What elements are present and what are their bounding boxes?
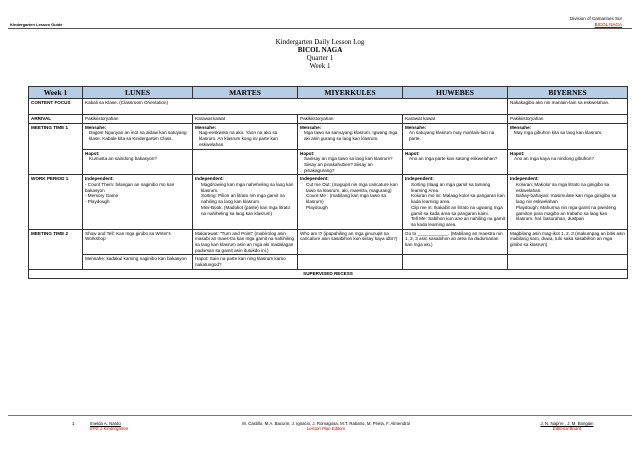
mt2-tue-msg: Hapot: Sain na parte kan ning klasrum kamo nakatungod? (193, 255, 298, 269)
meeting-time-1-question-row (29, 149, 628, 175)
row-label: CONTENT FOCUS (29, 99, 83, 115)
mt1-tue-q (193, 149, 298, 175)
footer-editors (196, 421, 456, 431)
list-item: • Count Me : (mabilang kan mga tawo sa klasrum) (306, 193, 400, 204)
wp1-tue (193, 175, 298, 229)
arrival-tue: Karawat kawat (193, 115, 298, 124)
wp1-thu (403, 175, 508, 229)
wp1-mon (83, 175, 193, 229)
school-name: BICOL NAGA (594, 22, 622, 27)
list-item: • Tell Me: Sabihon kun ano an nahiling na gamit sa kada learning area. (411, 216, 505, 227)
board-role: Editorial Board (552, 426, 582, 431)
hapot-text: Ano an mga kaya na nindong gibuhon? (514, 156, 594, 162)
hapot-text: Sairisay an mga tawo sa laog kan klasrum? Siisay an pinakahuben? Siisay an pinakagurang? (304, 156, 393, 173)
activity-list (195, 182, 295, 216)
mt1-wed-msg (298, 123, 403, 149)
row-label: MEETING TIME 2 (29, 229, 83, 269)
col-huwebes: HUWEBES (403, 87, 508, 99)
lesson-log-table (28, 86, 628, 279)
doc-subtitle: BICOL NAGA (297, 46, 343, 54)
author-name: Imelda A. Nardo (90, 421, 121, 426)
recess-row (29, 269, 628, 278)
hapot-text: Ano an mga parte kan satong eskwelahan? (409, 156, 498, 162)
list-item: - Memory Game (85, 193, 119, 199)
arrival-mon: Pakikiistoryahan (83, 115, 193, 124)
list-item: • Playdough: Mahurma nin mga gamit na pwedeng gamiton para magibo an trabaho sa laog kan klasrum. hal. basurahan, dustpan (516, 205, 625, 222)
independent-label: Independent: (85, 176, 114, 182)
mt2-thu: Go to ____________. (Mabilang an maestra nin 1, 2, 3 asin sasabihon an area na dudumanan kan mga aki.) (403, 229, 508, 255)
content-focus-mon-thu: Kabali sa Klase. (Classroom Orientation) (83, 99, 508, 115)
header-divider (8, 28, 632, 29)
wp1-wed (298, 175, 403, 229)
col-martes: MARTES (193, 87, 298, 99)
mt2-mon-msg: Mensahe: kadakul kaming naginibo kan bakasyon (83, 255, 193, 269)
mensahe-label: Mensahe: (300, 124, 322, 130)
footer-divider (8, 415, 632, 416)
row-label: WORK PERIOD 1 (29, 175, 83, 229)
wp1-fri (508, 175, 628, 229)
mensahe-label: Mensahe: (85, 124, 107, 130)
list-item: • Sorting (Ilaag an mga gamit sa tamang learning Area. (411, 182, 505, 193)
content-focus-row (29, 99, 628, 115)
mensahe-text: May mga gibuhon kita sa laog kan klasrum. (514, 130, 603, 136)
row-label: MEETING TIME 1 (29, 123, 83, 175)
mt1-thu-msg (403, 123, 508, 149)
meeting-time-2-msg-row (29, 255, 628, 269)
mt1-mon-q (83, 149, 193, 175)
mt2-wed: Who am I? (ipapahiling an mga ginurupit na caricature asin sasabihon kun siisay kaya idto?) (298, 229, 403, 255)
arrival-wed: Pakikiistoryahan (298, 115, 403, 124)
work-period-1-row (29, 175, 628, 229)
independent-label: Independent: (300, 176, 329, 182)
arrival-thu: Karawat kawat (403, 115, 508, 124)
footer-board (512, 421, 622, 431)
quarter-label: Quarter 1 (306, 54, 334, 62)
mt2-thu-msg (403, 255, 508, 269)
mt2-fri-msg (508, 255, 628, 269)
col-week: Week 1 (29, 87, 83, 99)
hapot-label: Hapot: (405, 150, 420, 156)
mensahe-text: Mga tawo sa samuyang klasrum. Igwang mga aki asin gurang sa laog kan klasrum. (304, 130, 398, 142)
mensahe-text: Dagos! Ngunyan an inot na aldaw kan satuyang klase. Kabale kita sa Kindergarten Class. (89, 130, 187, 142)
supervised-recess: SUPERVISED RECESS (29, 269, 628, 278)
mt1-tue-msg (193, 123, 298, 149)
page-number: 1 (72, 421, 75, 426)
mt1-fri-msg (508, 123, 628, 149)
list-item: - Count Them: bilangan an naginibo mo kan bakasyon (85, 182, 175, 193)
list-item: • Cut me Out: (magupit nin mga caricature kan tawo sa klasrum, aki, maestra, magurang) (306, 182, 400, 193)
footer-author (90, 421, 128, 431)
document-header-left: Kindergarten Lesson Guide (10, 22, 63, 27)
document-header-right (570, 16, 622, 28)
independent-label: Independent: (510, 176, 539, 182)
author-role: EPS 1-Kindergarten (90, 426, 129, 431)
activity-list (510, 182, 625, 222)
hapot-label: Hapot: (510, 150, 525, 156)
mensahe-label: Mensahe: (195, 124, 217, 130)
board-names: J. N. Naprre , J. M. Bongain (540, 421, 594, 426)
list-item: - Playdough (85, 199, 110, 205)
row-label: ARRIVAL (29, 115, 83, 124)
mensahe-text: Nag-eeskwela na ako. Yaon na ako sa klasrum. An klasrum kong ini parte kan eskwelahan. (199, 130, 278, 147)
mt2-wed-msg (298, 255, 403, 269)
mt1-wed-q (298, 149, 403, 175)
activity-list (300, 182, 400, 211)
mt1-fri-q (508, 149, 628, 175)
mt1-thu-q (403, 149, 508, 175)
col-lunes: LUNES (83, 87, 193, 99)
editors-role: Lesson Plan Editors (306, 426, 346, 431)
list-item: • Bahay-bahayan: masimulate kan mga ginigibo sa laog nin eskwelahan (516, 193, 625, 204)
meeting-time-1-msg-row (29, 123, 628, 149)
mt2-fri: Magbilang asin mag-ikot 1, 2, 3 (makumpag an bitis asin mabilang saro, duwa, tulo saka sasabihon an mga ginibo sa klasrum) (508, 229, 628, 255)
list-item: • Koluran mo ini: Malaag kolor sa pangaran kan kada learning area. (411, 193, 505, 204)
independent-label: Independent: (195, 176, 224, 182)
meeting-time-2-row (29, 229, 628, 255)
hapot-label: Hapot: (85, 150, 100, 156)
table-header-row (29, 87, 628, 99)
mensahe-text: An satuyang klasrum may manlain-lain na parte. (409, 130, 495, 142)
list-item: • Clip me in: Ikakabit an litrato na ugwang mga gamit sa kada area sa pangaran kaini. (411, 205, 505, 216)
list-item: • Sorting: Pilion an litrato nin mga gamit na nahiling sa laog kan klasrum. (201, 193, 295, 204)
content-focus-fri: Nakakagibo ako nin manlain-lain sa eskwelahan. (508, 99, 628, 115)
activity-list (405, 182, 505, 228)
list-item: • Playdough (306, 205, 400, 211)
col-biyernes: BIYERNES (508, 87, 628, 99)
mensahe-label: Mensahe: (405, 124, 427, 130)
hapot-label: Hapot: (300, 150, 315, 156)
editors-names: M. Castillo, M.A. Bacurin, J. Ignacio, J. Romagosa, M.T. Rabano, M. Priela, F. Almendral (242, 421, 410, 426)
independent-label: Independent: (405, 176, 434, 182)
mt1-mon-msg (83, 123, 193, 149)
list-item: • Magdrowing kan mga naheheling sa laog kan klasrum. (201, 182, 295, 193)
hapot-text: Kumusta an saindong bakasyon? (89, 156, 157, 162)
week-label: Week 1 (309, 62, 331, 70)
list-item: • Koluran: Makolor sa mga litrato na ginigibo sa eskwelahan. (516, 182, 625, 193)
doc-title: Kindergarten Daily Lesson Log (275, 38, 365, 46)
col-miyerkules: MIYERKULES (298, 87, 403, 99)
mt2-tue: Makarawat: "Turn and Point" (mabirolog asin masabi an maes-tra kan mga gamit na nahihiling sa laog kan klasrum asin an mga aki madalagan paduman sa gamit asin itutukdo ini.) (193, 229, 298, 255)
mt2-mon: Show and Tell: Kan mga ginibo sa Writer's Workshop (83, 229, 193, 255)
mensahe-label: Mensahe: (510, 124, 532, 130)
list-item: • Mini-Book: (Madukot (paste) kan mga litrato na nahiheling sa laog kan klasrum) (201, 205, 295, 216)
title-block (0, 38, 640, 70)
division-name: Division of Camarines Sur (569, 16, 622, 21)
arrival-fri: Pakikiistoryahan (508, 115, 628, 124)
arrival-row (29, 115, 628, 124)
